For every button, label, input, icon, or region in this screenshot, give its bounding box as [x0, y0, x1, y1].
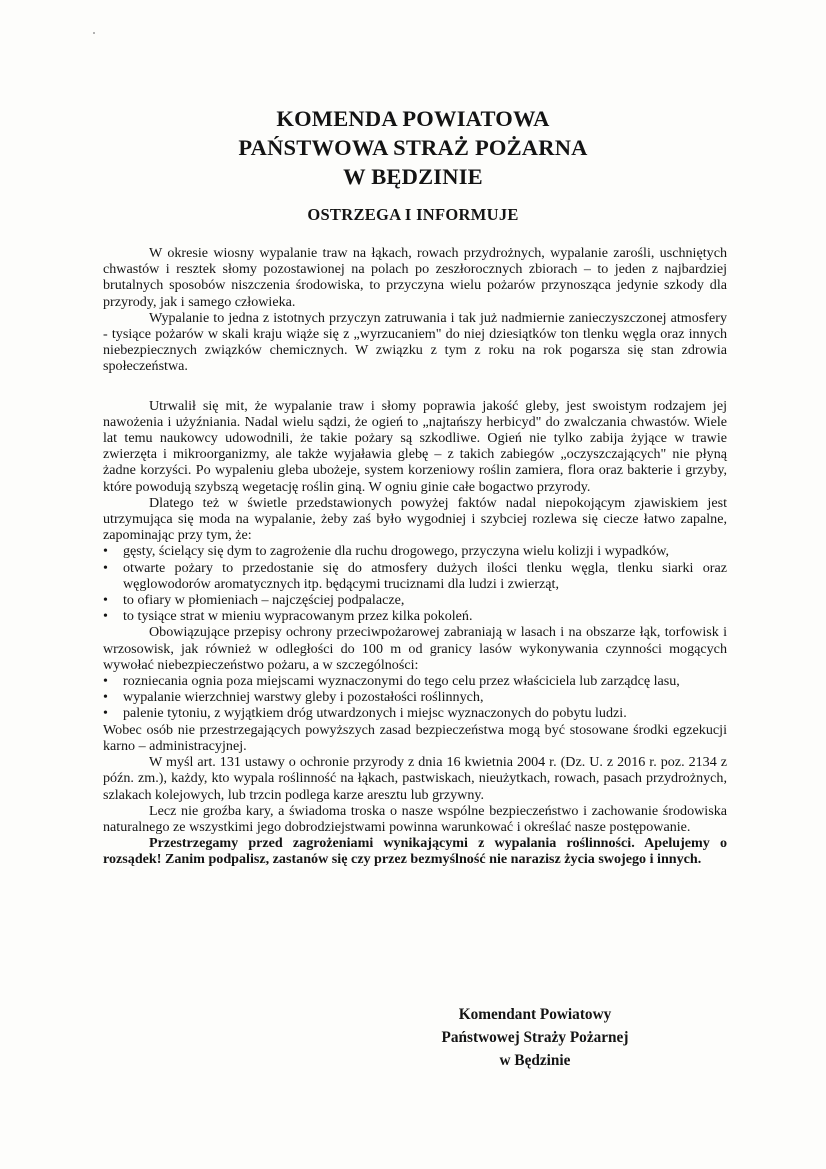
paragraph-8: Lecz nie groźba kary, a świadoma troska o nasze wspólne bezpieczeństwo i zachowanie środowiska naturalnego ze wszystkimi jego dobrodziejstwami powinna warunkować i określać nasze postępowanie. [103, 802, 727, 835]
signature-line-1: Komendant Powiatowy [458, 1006, 612, 1023]
scan-speck [93, 32, 95, 34]
header-line-1: KOMENDA POWIATOWA [276, 106, 550, 131]
paragraph-3: Utrwalił się mit, że wypalanie traw i słomy poprawia jakość gleby, jest swoistym rodzajem jej nawożenia i użyźniania. Nadal wielu sądzi, że ogień to „najtańszy herbicyd" do zwalczania chwastów. Wiele lat temu naukowcy udowodnili, że takie pożary są szkodliwe. Ogień nie tylko zabija żyjące w trawie zwierzęta i mikroorganizmy, ale także wyjaławia glebę – z takich zabiegów „oczyszczających" nie płyną żadne korzyści. Po wypaleniu gleba ubożeje, system korzeniowy roślin zamiera, flora oraz bakterie i grzyby, które powodują szybszą wegetację roślin giną. W ogniu ginie całe bogactwo przyrody. [103, 397, 727, 495]
paragraph-6: Wobec osób nie przestrzegających powyższych zasad bezpieczeństwa mogą być stosowane środki egzekucji karno – administracyjnej. [103, 721, 727, 754]
header-line-3: W BĘDZINIE [343, 164, 483, 189]
list-item: • otwarte pożary to przedostanie się do atmosfery dużych ilości tlenku węgla, tlenku siarki oraz węglowodorów aromatycznych itp. będącymi truciznami dla ludzi i zwierząt, [103, 559, 727, 592]
signature-line-3: w Będzinie [499, 1052, 571, 1069]
bullet-icon: • [103, 592, 108, 609]
signature-line-2: Państwowej Straży Pożarnej [441, 1029, 629, 1046]
bullet-icon: • [103, 559, 108, 576]
list-item: • to ofiary w płomieniach – najczęściej podpalacze, [103, 592, 405, 609]
list-item: • rozniecania ognia poza miejscami wyznaczonymi do tego celu przez właściciela lub zarządcę lasu, [103, 673, 680, 690]
warning-paragraph: Przestrzegamy przed zagrożeniami wynikającymi z wypalania roślinności. Apelujemy o rozsądek! Zanim podpalisz, zastanów się czy przez bezmyślność nie narazisz życia swojego i innych. [103, 835, 727, 868]
bullet-icon: • [103, 705, 108, 722]
document-body [103, 245, 727, 868]
bullet-icon: • [103, 543, 108, 560]
paragraph-5: Obowiązujące przepisy ochrony przeciwpożarowej zabraniają w lasach i na obszarze łąk, torfowisk i wrzosowisk, jak również w odległości do 100 m od granicy lasów wykonywania czynności mogących wywołać niebezpieczeństwo pożaru, a w szczególności: [103, 624, 727, 673]
list-item: • wypalanie wierzchniej warstwy gleby i pozostałości roślinnych, [103, 689, 484, 706]
bullet-icon: • [103, 689, 108, 706]
bullet-icon: • [103, 673, 108, 690]
header-line-2: PAŃSTWOWA STRAŻ POŻARNA [238, 135, 588, 160]
paragraph-4: Dlatego też w świetle przedstawionych powyżej faktów nadal niepokojącym zjawiskiem jest utrzymująca się moda na wypalanie, żeby zaś było wygodniej i szybciej rozlewa się ciecze łatwo zapalne, zapominając przy tym, że: [103, 494, 727, 544]
signature-block [400, 1003, 670, 1072]
document-header [0, 104, 826, 191]
list-item: • gęsty, ścielący się dym to zagrożenie dla ruchu drogowego, przyczyna wielu kolizji i wypadków, [103, 543, 670, 560]
effects-list [103, 543, 727, 624]
list-item: • palenie tytoniu, z wyjątkiem dróg utwardzonych i miejsc wyznaczonych do pobytu ludzi. [103, 705, 627, 722]
bullet-icon: • [103, 608, 108, 625]
paragraph-1: W okresie wiosny wypalanie traw na łąkach, rowach przydrożnych, wypalanie zarośli, uschniętych chwastów i resztek słomy pozostawionej na polach po zeszłorocznych zbiorach – to jeden z najbardziej brutalnych sposobów niszczenia środowiska, to przyczyna wielu pożarów przynosząca jedynie szkody dla przyrody, jak i samego człowieka. [103, 245, 727, 310]
paragraph-7: W myśl art. 131 ustawy o ochronie przyrody z dnia 16 kwietnia 2004 r. (Dz. U. z 2016 r. poz. 2134 z późn. zm.), każdy, kto wypala roślinność na łąkach, pastwiskach, nieużytkach, rowach, pasach przydrożnych, szlakach kolejowych, lub trzcin podlega karze aresztu lub grzywny. [103, 754, 727, 803]
list-item: • to tysiące strat w mieniu wypracowanym przez kilka pokoleń. [103, 608, 473, 625]
paragraph-2: Wypalanie to jedna z istotnych przyczyn zatruwania i tak już nadmiernie zanieczyszczonej atmosfery - tysiące pożarów w skali kraju wiąże się z „wyrzucaniem" do niej dziesiątków ton tlenku węgla oraz innych niebezpiecznych związków chemicznych. W związku z tym z roku na rok pogarsza się stan zdrowia społeczeństwa. [103, 309, 727, 375]
prohibitions-list [103, 673, 727, 722]
document-subtitle: OSTRZEGA I INFORMUJE [307, 205, 519, 224]
